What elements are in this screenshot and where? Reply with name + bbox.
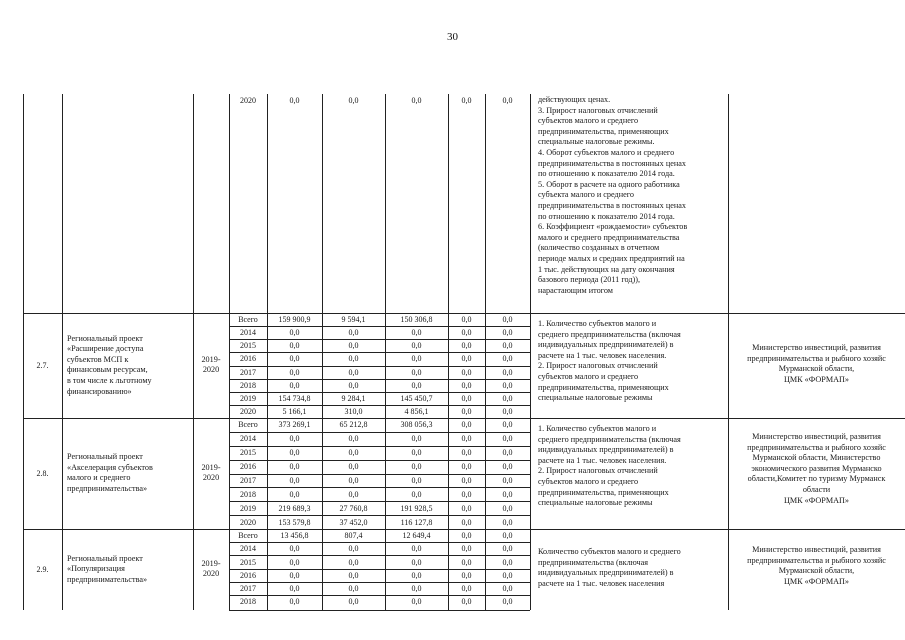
- value-cell: 0,0: [461, 434, 472, 444]
- executor-text-line: Мурманской области,: [778, 364, 855, 374]
- column-divider: [62, 94, 63, 610]
- value-cell: 0,0: [289, 544, 300, 554]
- value-cell: 0,0: [461, 96, 472, 105]
- value-cell: 0,0: [289, 367, 300, 377]
- year-cell: 2017: [240, 367, 256, 377]
- project-name-line: предпринимательства»: [67, 574, 148, 584]
- value-cell: 0,0: [502, 544, 513, 554]
- value-cell: 0,0: [411, 434, 422, 444]
- value-cell: 5 166,1: [282, 406, 307, 416]
- row-divider: [23, 529, 905, 530]
- indicator-text-line: предпринимательства в постоянных ценах: [538, 158, 686, 168]
- indicator-text-line: по отношению к показателю 2014 года.: [538, 169, 675, 179]
- project-name-line: субъектов МСП к: [67, 354, 129, 364]
- executor-text: [728, 545, 905, 587]
- column-divider: [322, 94, 323, 610]
- value-cell: 0,0: [411, 475, 422, 485]
- value-cell: 308 056,3: [400, 420, 433, 430]
- value-cell: 0,0: [461, 531, 472, 541]
- value-cell: 0,0: [348, 597, 359, 607]
- value-cell: 0,0: [461, 597, 472, 607]
- value-cell: 310,0: [344, 406, 363, 416]
- value-cell: 373 269,1: [278, 420, 311, 430]
- indicator-text-line: субъектов малого и среднего: [538, 371, 639, 381]
- value-cell: 0,0: [502, 420, 513, 430]
- value-cell: 0,0: [461, 557, 472, 567]
- value-cell: 0,0: [461, 503, 472, 513]
- row-number: 2.8.: [36, 468, 49, 478]
- value-cell: 65 212,8: [339, 420, 368, 430]
- column-divider: [530, 94, 531, 610]
- value-cell: 0,0: [348, 462, 359, 472]
- executor-text: [728, 432, 905, 506]
- page-number: 30: [447, 31, 458, 43]
- value-cell: 0,0: [348, 434, 359, 444]
- value-cell: 0,0: [348, 583, 359, 593]
- column-divider: [728, 94, 729, 610]
- value-cell: 191 928,5: [400, 503, 433, 513]
- indicator-text-line: предпринимательства, применяющих: [538, 487, 669, 497]
- value-cell: 12 649,4: [402, 531, 431, 541]
- value-cell: 0,0: [502, 448, 513, 458]
- year-cell: 2020: [240, 406, 256, 416]
- value-cell: 0,0: [461, 341, 472, 351]
- value-cell: 0,0: [348, 328, 359, 338]
- value-cell: 0,0: [502, 380, 513, 390]
- value-cell: 0,0: [289, 570, 300, 580]
- value-cell: 0,0: [411, 448, 422, 458]
- project-name-line: «Расширение доступа: [67, 344, 144, 354]
- table-bottom: [229, 610, 530, 611]
- value-cell: 0,0: [461, 420, 472, 430]
- value-cell: 0,0: [461, 475, 472, 485]
- year-cell: 2018: [240, 380, 256, 390]
- row-divider: [23, 418, 905, 419]
- value-cell: 4 856,1: [404, 406, 429, 416]
- value-cell: 0,0: [411, 557, 422, 567]
- value-cell: 0,0: [348, 570, 359, 580]
- indicator-text-line: периоде малых и средних предприятий на: [538, 253, 685, 263]
- value-cell: 0,0: [502, 434, 513, 444]
- indicator-text-line: предпринимательства, применяющих: [538, 382, 669, 392]
- indicator-text-line: индивидуальных предпринимателей) в: [538, 445, 674, 455]
- value-cell: 0,0: [502, 462, 513, 472]
- year-cell: Всего: [238, 315, 258, 325]
- value-cell: 9 594,1: [341, 315, 366, 325]
- indicator-text-line: 2. Прирост налоговых отчислений: [538, 466, 658, 476]
- column-divider: [385, 94, 386, 610]
- value-cell: 13 456,8: [280, 531, 309, 541]
- project-name-line: «Популяризация: [67, 564, 125, 574]
- year-cell: 2015: [240, 557, 256, 567]
- year-cell: 2017: [240, 475, 256, 485]
- indicator-text-line: специальные налоговые режимы: [538, 498, 653, 508]
- column-divider: [485, 94, 486, 610]
- year-cell: 2020: [240, 96, 256, 105]
- value-cell: 0,0: [502, 96, 513, 105]
- indicator-text-line: предпринимательства (включая: [538, 557, 648, 567]
- value-cell: 0,0: [461, 380, 472, 390]
- value-cell: 0,0: [348, 544, 359, 554]
- value-cell: 0,0: [348, 557, 359, 567]
- value-cell: 0,0: [502, 583, 513, 593]
- period-cell-line: 2019-: [201, 462, 221, 472]
- period-cell-line: 2019-: [201, 558, 221, 568]
- value-cell: 0,0: [411, 367, 422, 377]
- value-cell: 153 579,8: [278, 517, 311, 527]
- executor-text-line: Министерство инвестиций, развития: [752, 432, 881, 441]
- year-cell: 2016: [240, 354, 256, 364]
- value-cell: 0,0: [461, 517, 472, 527]
- value-cell: 0,0: [411, 583, 422, 593]
- project-name-line: финансовым ресурсам,: [67, 365, 148, 375]
- indicator-text-line: 1. Количество субъектов малого и: [538, 424, 657, 433]
- value-cell: 0,0: [289, 380, 300, 390]
- indicator-text-line: расчете на 1 тыс. человек населения: [538, 578, 665, 588]
- project-name-line: в том числе к льготному: [67, 376, 152, 386]
- value-cell: 0,0: [411, 354, 422, 364]
- value-cell: 0,0: [348, 341, 359, 351]
- indicator-text-line: базового периода (2011 год)),: [538, 275, 640, 285]
- executor-text: [728, 343, 905, 385]
- value-cell: 0,0: [461, 544, 472, 554]
- indicator-text: [538, 424, 681, 509]
- value-cell: 0,0: [411, 544, 422, 554]
- value-cell: 0,0: [411, 96, 422, 105]
- value-cell: 0,0: [461, 406, 472, 416]
- value-cell: 0,0: [461, 315, 472, 325]
- executor-text-line: Мурманской области, Министерство: [752, 453, 881, 463]
- indicator-text-line: 3. Прирост налоговых отчислений: [538, 105, 658, 115]
- indicator-text-line: 4. Оборот субъектов малого и среднего: [538, 147, 675, 157]
- value-cell: 0,0: [502, 489, 513, 499]
- value-cell: 159 900,9: [278, 315, 311, 325]
- indicator-text: [538, 319, 681, 404]
- indicator-text-line: индивидуальных предпринимателей) в: [538, 340, 674, 350]
- project-name-line: предпринимательства»: [67, 484, 148, 494]
- value-cell: 0,0: [502, 354, 513, 364]
- executor-text-line: экономического развития Мурманско: [751, 463, 882, 473]
- year-cell: 2014: [240, 328, 256, 338]
- value-cell: 0,0: [502, 406, 513, 416]
- project-name: [67, 452, 153, 494]
- executor-text-line: предпринимательства и рыбного хозяйс: [747, 442, 886, 452]
- period-cell: [193, 463, 229, 484]
- year-cell: 2016: [240, 570, 256, 580]
- value-cell: 0,0: [411, 597, 422, 607]
- project-name: [67, 554, 147, 586]
- executor-text-line: Министерство инвестиций, развития: [752, 343, 881, 352]
- year-cell: 2016: [240, 462, 256, 472]
- value-cell: 0,0: [461, 583, 472, 593]
- value-cell: 0,0: [348, 96, 359, 105]
- executor-text-line: Министерство инвестиций, развития: [752, 545, 881, 554]
- period-cell: [193, 355, 229, 376]
- indicator-text-line: (количество созданных в отчетном: [538, 243, 660, 253]
- indicator-text-line: Количество субъектов малого и среднего: [538, 547, 681, 556]
- indicator-text-line: субъектов малого и среднего: [538, 116, 639, 126]
- year-cell: 2014: [240, 434, 256, 444]
- year-cell: 2019: [240, 503, 256, 513]
- value-cell: 0,0: [348, 448, 359, 458]
- row-number: 2.9.: [36, 564, 49, 574]
- value-cell: 0,0: [348, 354, 359, 364]
- year-cell: 2018: [240, 489, 256, 499]
- indicator-text: [538, 95, 687, 296]
- year-cell: Всего: [238, 420, 258, 430]
- value-cell: 0,0: [502, 367, 513, 377]
- value-cell: 0,0: [289, 354, 300, 364]
- indicator-text-line: субъектов малого и среднего: [538, 476, 639, 486]
- period-cell-line: 2020: [202, 473, 220, 483]
- period-cell-line: 2020: [202, 569, 220, 579]
- indicator-text-line: расчете на 1 тыс. человек населения.: [538, 350, 667, 360]
- value-cell: 0,0: [461, 393, 472, 403]
- value-cell: 0,0: [289, 597, 300, 607]
- value-cell: 0,0: [461, 489, 472, 499]
- indicator-text-line: предпринимательства в постоянных ценах: [538, 200, 686, 210]
- value-cell: 0,0: [289, 557, 300, 567]
- value-cell: 0,0: [348, 475, 359, 485]
- value-cell: 0,0: [461, 448, 472, 458]
- value-cell: 0,0: [289, 341, 300, 351]
- indicator-text-line: 1 тыс. действующих на дату окончания: [538, 264, 675, 274]
- value-cell: 807,4: [344, 531, 363, 541]
- year-cell: 2019: [240, 393, 256, 403]
- value-cell: 37 452,0: [339, 517, 368, 527]
- year-cell: 2015: [240, 341, 256, 351]
- executor-text-line: ЦМК «ФОРМАП»: [783, 495, 850, 505]
- value-cell: 0,0: [461, 367, 472, 377]
- indicator-text-line: действующих ценах.: [538, 95, 611, 104]
- value-cell: 0,0: [348, 489, 359, 499]
- project-name-line: Региональный проект: [67, 553, 143, 563]
- indicator-text-line: предпринимательства, применяющих: [538, 126, 669, 136]
- indicator-text-line: 5. Оборот в расчете на одного работника: [538, 179, 680, 189]
- executor-text-line: ЦМК «ФОРМАП»: [783, 374, 850, 384]
- executor-text-line: области: [802, 484, 831, 494]
- value-cell: 0,0: [348, 367, 359, 377]
- value-cell: 0,0: [502, 503, 513, 513]
- project-name-line: финансированию»: [67, 386, 132, 396]
- project-name-line: «Акселерация субъектов: [67, 462, 153, 472]
- project-name: [67, 334, 152, 398]
- column-divider: [267, 94, 268, 610]
- value-cell: 0,0: [461, 462, 472, 472]
- value-cell: 0,0: [411, 328, 422, 338]
- value-cell: 0,0: [289, 96, 300, 105]
- indicator-text-line: 2. Прирост налоговых отчислений: [538, 361, 658, 371]
- project-name-line: Региональный проект: [67, 333, 143, 343]
- value-cell: 0,0: [348, 380, 359, 390]
- value-cell: 0,0: [289, 489, 300, 499]
- value-cell: 0,0: [502, 341, 513, 351]
- indicator-text-line: специальные налоговые режимы: [538, 393, 653, 403]
- period-cell-line: 2020: [202, 365, 220, 375]
- year-cell: 2015: [240, 448, 256, 458]
- year-cell: 2014: [240, 544, 256, 554]
- column-divider: [229, 94, 230, 610]
- value-cell: 0,0: [411, 570, 422, 580]
- value-cell: 150 306,8: [400, 315, 433, 325]
- value-cell: 0,0: [289, 475, 300, 485]
- year-cell: 2020: [240, 517, 256, 527]
- executor-text-line: ЦМК «ФОРМАП»: [783, 576, 850, 586]
- value-cell: 0,0: [502, 531, 513, 541]
- indicator-text-line: субъекта малого и среднего: [538, 190, 634, 200]
- value-cell: 0,0: [289, 462, 300, 472]
- value-cell: 145 450,7: [400, 393, 433, 403]
- indicator-text-line: специальные налоговые режимы.: [538, 137, 655, 147]
- column-divider: [23, 94, 24, 610]
- value-cell: 0,0: [411, 380, 422, 390]
- value-cell: 0,0: [411, 489, 422, 499]
- value-cell: 0,0: [289, 328, 300, 338]
- value-cell: 0,0: [461, 570, 472, 580]
- value-cell: 0,0: [502, 570, 513, 580]
- executor-text-line: области,Комитет по туризму Мурманск: [747, 474, 886, 484]
- value-cell: 0,0: [502, 517, 513, 527]
- year-cell: Всего: [238, 531, 258, 541]
- value-cell: 0,0: [502, 475, 513, 485]
- executor-text-line: Мурманской области,: [778, 566, 855, 576]
- indicator-text-line: среднего предпринимательства (включая: [538, 434, 681, 444]
- value-cell: 0,0: [461, 354, 472, 364]
- value-cell: 0,0: [411, 341, 422, 351]
- executor-text-line: предпринимательства и рыбного хозяйс: [747, 555, 886, 565]
- executor-text-line: предпринимательства и рыбного хозяйс: [747, 353, 886, 363]
- indicator-text-line: нарастающим итогом: [538, 285, 613, 295]
- value-cell: 154 734,8: [278, 393, 311, 403]
- value-cell: 9 284,1: [341, 393, 366, 403]
- indicator-text-line: среднего предпринимательства (включая: [538, 329, 681, 339]
- row-divider: [23, 313, 905, 314]
- indicator-text: [538, 547, 681, 589]
- value-cell: 219 689,3: [278, 503, 311, 513]
- indicator-text-line: малого и среднего предпринимательства: [538, 232, 680, 242]
- value-cell: 0,0: [289, 583, 300, 593]
- value-cell: 0,0: [502, 393, 513, 403]
- value-cell: 0,0: [289, 448, 300, 458]
- project-name-line: Региональный проект: [67, 452, 143, 462]
- value-cell: 0,0: [502, 597, 513, 607]
- column-divider: [193, 94, 194, 610]
- value-cell: 0,0: [411, 462, 422, 472]
- indicator-text-line: 1. Количество субъектов малого и: [538, 319, 657, 328]
- period-cell-line: 2019-: [201, 354, 221, 364]
- value-cell: 0,0: [502, 328, 513, 338]
- value-cell: 0,0: [461, 328, 472, 338]
- indicator-text-line: расчете на 1 тыс. человек населения.: [538, 455, 667, 465]
- year-cell: 2017: [240, 583, 256, 593]
- value-cell: 0,0: [502, 557, 513, 567]
- indicator-text-line: по отношению к показателю 2014 года.: [538, 211, 675, 221]
- indicator-text-line: 6. Коэффициент «рождаемости» субъектов: [538, 222, 688, 232]
- value-cell: 116 127,8: [400, 517, 433, 527]
- column-divider: [448, 94, 449, 610]
- value-cell: 0,0: [502, 315, 513, 325]
- year-cell: 2018: [240, 597, 256, 607]
- period-cell: [193, 559, 229, 580]
- row-number: 2.7.: [36, 360, 49, 370]
- value-cell: 27 760,8: [339, 503, 368, 513]
- project-name-line: малого и среднего: [67, 473, 131, 483]
- indicator-text-line: индивидуальных предпринимателей) в: [538, 568, 674, 578]
- value-cell: 0,0: [289, 434, 300, 444]
